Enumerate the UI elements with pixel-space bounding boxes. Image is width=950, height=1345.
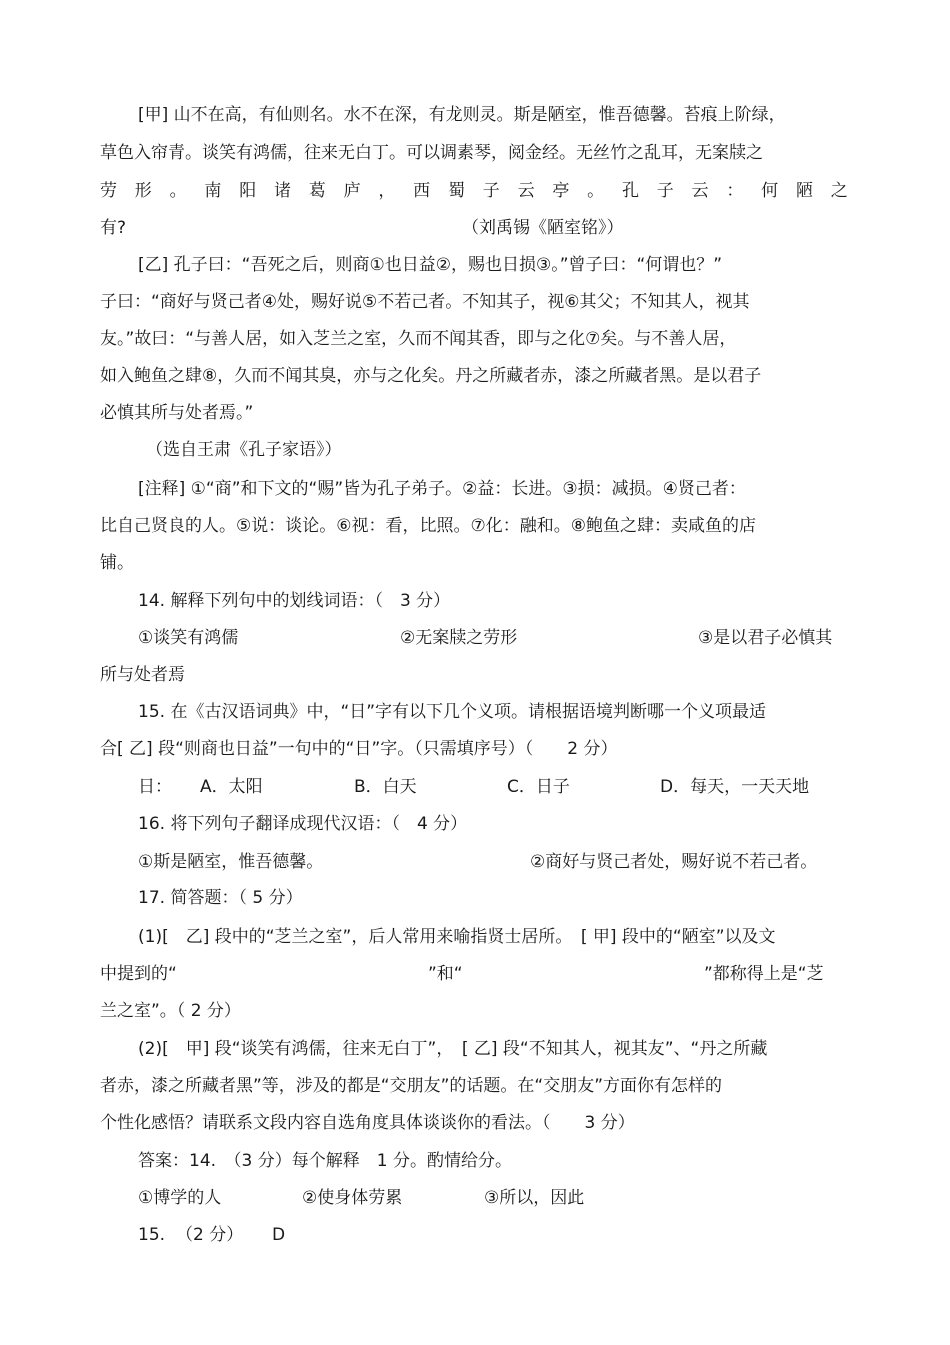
q17-part2-line-1: (2)[ 甲] 段“谈笑有鸿儒，往来无白丁”， [ 乙] 段“不知其人，视其友”、“丹之所藏 — [138, 1039, 768, 1059]
passage-yi-line-4: 如入鲍鱼之肆⑧，久而不闻其臭，亦与之化矣。丹之所藏者赤，漆之所藏者黑。是以君子 — [100, 366, 762, 386]
q17-stem: 17. 简答题：（ 5 分） — [138, 888, 303, 908]
notes-line-3: 铺。 — [100, 553, 134, 573]
passage-yi-line-3: 友。”故曰：“与善人居，如入芝兰之室，久而不闻其香，即与之化⑦矣。与不善人居， — [100, 329, 737, 349]
q17-part1-line-1: (1)[ 乙] 段中的“芝兰之室”，后人常用来喻指贤士居所。 [ 甲] 段中的“陋室”以及文 — [138, 927, 776, 947]
passage-jia-line-3-char: 庐 — [343, 181, 361, 201]
q17-part1-line-3: 兰之室”。（ 2 分） — [100, 1001, 241, 1021]
passage-jia-line-3-char: 。 — [169, 181, 187, 201]
passage-jia-line-3-char: 阳 — [239, 181, 257, 201]
q14-stem: 14. 解释下列句中的划线词语：（ 3 分） — [138, 591, 451, 611]
answer-15-choice: D — [272, 1225, 286, 1245]
answer-15-score: （2 分） — [176, 1225, 244, 1245]
q15-option-b: B．白天 — [354, 777, 417, 797]
passage-jia-line-3-char: 何 — [761, 181, 779, 201]
passage-jia-line-3-char: 亭 — [552, 181, 570, 201]
passage-jia-line-1: [甲] 山不在高，有仙则名。水不在深，有龙则灵。斯是陋室，惟吾德馨。苔痕上阶绿， — [138, 105, 786, 125]
passage-jia-line-3-char: ： — [726, 181, 744, 201]
q15-option-d: D．每天，一天天地 — [660, 777, 810, 797]
q14-option-3-continued: 所与处者焉 — [100, 665, 185, 685]
q14-option-3: ③是以君子必慎其 — [698, 628, 833, 648]
q15-stem-line-1: 15. 在《古汉语词典》中，“日”字有以下几个义项。请根据语境判断哪一个义项最适 — [138, 702, 767, 722]
q15-stem-line-2: 合[ 乙] 段“则商也日益”一句中的“日”字。（只需填序号）（ 2 分） — [100, 739, 618, 759]
q16-sentence-1: ①斯是陋室，惟吾德馨。 — [138, 852, 324, 872]
answer-14-1: ①博学的人 — [138, 1188, 222, 1208]
passage-jia-line-3-char: 南 — [204, 181, 222, 201]
q17-part1-line-2a: 中提到的“ — [100, 964, 177, 984]
passage-jia-line-3-char: 劳 — [100, 181, 117, 201]
passage-jia-line-3-char: 陋 — [795, 181, 813, 201]
passage-yi-line-5: 必慎其所与处者焉。” — [100, 403, 254, 423]
notes-line-2: 比自己贤良的人。⑤说：谈论。⑥视：看，比照。⑦化：融和。⑧鲍鱼之肆：卖咸鱼的店 — [100, 516, 756, 536]
q17-part2-line-3: 个性化感悟？请联系文段内容自选角度具体谈谈你的看法。（ 3 分） — [100, 1113, 635, 1133]
passage-jia-line-3-char: 云 — [517, 181, 535, 201]
passage-jia-line-2: 草色入帘青。谈笑有鸿儒，往来无白丁。可以调素琴，阅金经。无丝竹之乱耳，无案牍之 — [100, 143, 763, 163]
q17-part1-line-2b: ”和“ — [428, 964, 463, 984]
passage-jia-line-3-char: 云 — [691, 181, 709, 201]
q16-sentence-2: ②商好与贤己者处，赐好说不若己者。 — [530, 852, 818, 872]
passage-jia-line-3-char: 子 — [656, 181, 674, 201]
q14-option-2: ②无案牍之劳形 — [400, 628, 518, 648]
passage-yi-line-1: [乙] 孔子曰：“吾死之后，则商①也日益②，赐也日损③。”曾子曰：“何谓也？” — [138, 255, 723, 275]
passage-jia-line-3 — [100, 179, 848, 203]
q16-stem: 16. 将下列句子翻译成现代汉语：（ 4 分） — [138, 814, 468, 834]
passage-jia-line-3-char: 子 — [482, 181, 500, 201]
passage-jia-line-3-char: 葛 — [308, 181, 326, 201]
passage-jia-line-4: 有? — [100, 218, 127, 238]
passage-jia-line-3-char: 孔 — [621, 181, 639, 201]
q14-option-1: ①谈笑有鸿儒 — [138, 628, 239, 648]
q15-label: 日： — [138, 777, 172, 797]
passage-jia-line-3-char: 之 — [830, 181, 848, 201]
q15-option-a: A．太阳 — [200, 777, 263, 797]
answer-14-2: ②使身体劳累 — [302, 1188, 403, 1208]
q17-part2-line-2: 者赤，漆之所藏者黑”等，涉及的都是“交朋友”的话题。在“交朋友”方面你有怎样的 — [100, 1076, 723, 1096]
notes-line-1: [注释] ①“商”和下文的“赐”皆为孔子弟子。②益：长进。③损：减损。④贤己者： — [138, 479, 746, 499]
answer-15-number: 15. — [138, 1225, 166, 1245]
q15-option-c: C．日子 — [507, 777, 570, 797]
passage-jia-line-3-char: 诸 — [273, 181, 291, 201]
passage-jia-line-3-char: ， — [378, 181, 396, 201]
answers-line-1: 答案：14. （3 分）每个解释 1 分。酌情给分。 — [138, 1151, 512, 1171]
passage-jia-line-3-char: 西 — [413, 181, 431, 201]
passage-yi-line-2: 子曰：“商好与贤己者④处，赐好说⑤不若己者。不知其子，视⑥其父；不知其人，视其 — [100, 292, 750, 312]
q17-part1-line-2c: ”都称得上是“芝 — [704, 964, 824, 984]
answer-14-3: ③所以，因此 — [484, 1188, 585, 1208]
passage-jia-source: （刘禹锡《陋室铭》） — [462, 218, 624, 238]
passage-yi-source: （选自王肃《孔子家语》） — [146, 440, 342, 460]
passage-jia-line-3-char: 。 — [587, 181, 605, 201]
passage-jia-line-3-char: 蜀 — [447, 181, 465, 201]
passage-jia-line-3-char: 形 — [134, 181, 152, 201]
